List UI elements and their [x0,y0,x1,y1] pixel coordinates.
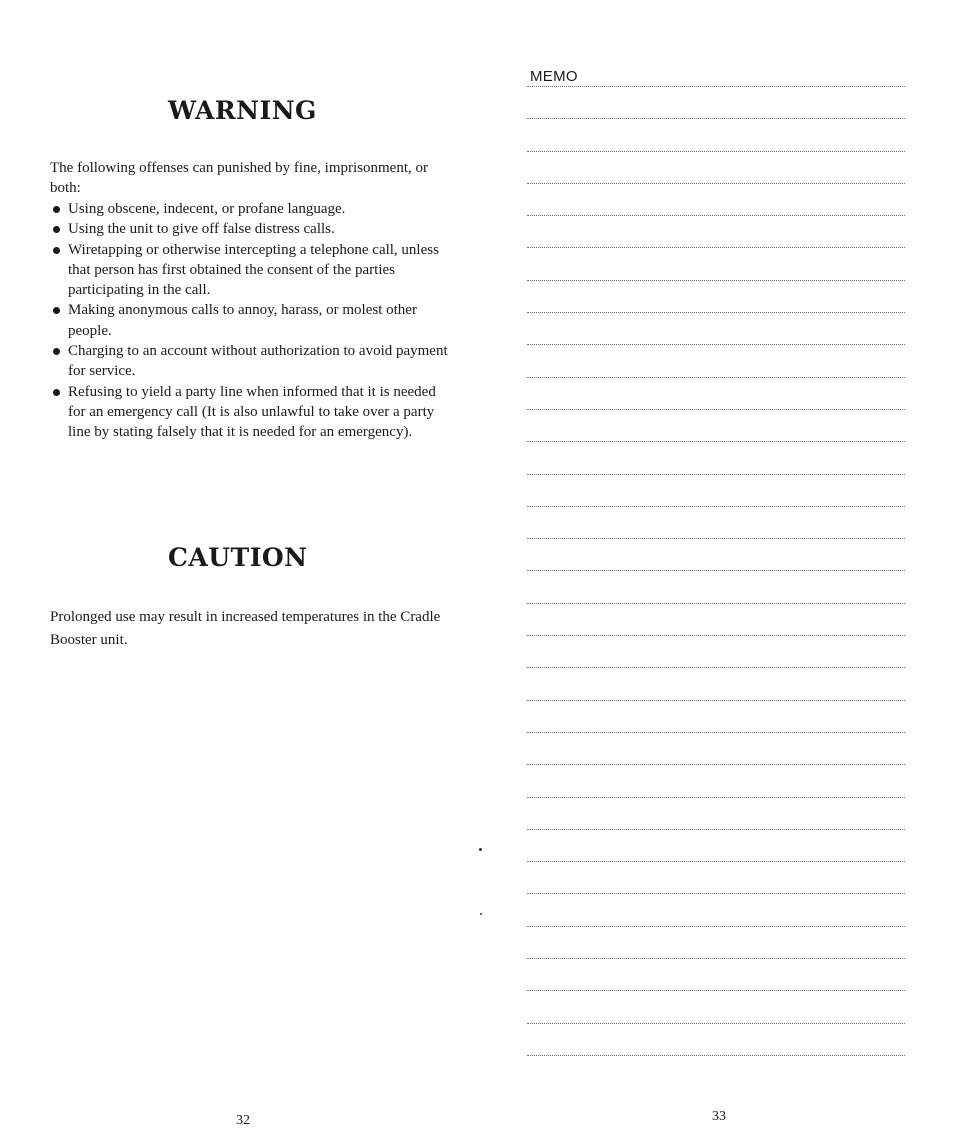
memo-line [527,1023,905,1055]
memo-line [527,635,905,667]
memo-line [527,312,905,344]
memo-line [527,603,905,635]
page-number-left: 32 [236,1113,250,1128]
offense-text: Making anonymous calls to annoy, harass, or molest other people. [68,302,417,339]
list-item [50,382,450,443]
list-item [50,300,450,341]
memo-line [527,118,905,150]
right-page [477,0,954,1147]
list-item [50,219,450,239]
memo-line [527,538,905,570]
memo-label: MEMO [530,68,578,85]
memo-line [527,732,905,764]
memo-line [527,1055,905,1087]
memo-line [527,667,905,699]
list-item [50,199,450,219]
memo-line [527,377,905,409]
list-item [50,341,450,382]
list-item [50,240,450,301]
memo-line [527,797,905,829]
memo-line [527,926,905,958]
memo-line [527,474,905,506]
bullet-icon [53,247,60,254]
warning-intro: The following offenses can punished by fine, imprisonment, or both: [50,160,428,197]
offense-list [50,199,450,443]
scan-speck [479,848,482,851]
memo-line [527,280,905,312]
memo-line [527,86,905,118]
bullet-icon [53,206,60,213]
bullet-icon [53,348,60,355]
scan-speck [480,913,482,915]
memo-line [527,344,905,376]
memo-line [527,409,905,441]
caution-text: Prolonged use may result in increased temperatures in the Cradle Booster unit. [50,609,441,648]
memo-line [527,570,905,602]
offense-text: Refusing to yield a party line when informed that it is needed for an emergency call (It is also unlawful to take over a party line by stating falsely that it is needed for an emergency). [68,383,436,441]
memo-line [527,958,905,990]
bullet-icon [53,226,60,233]
page-number-right: 33 [712,1109,726,1124]
memo-line [527,700,905,732]
memo-line [527,764,905,796]
memo-line [527,893,905,925]
memo-line [527,990,905,1022]
memo-line [527,183,905,215]
memo-line [527,215,905,247]
bullet-icon [53,307,60,314]
memo-lines [527,86,905,1087]
memo-line [527,506,905,538]
memo-line [527,861,905,893]
bullet-icon [53,389,60,396]
memo-line [527,829,905,861]
offense-text: Wiretapping or otherwise intercepting a telephone call, unless that person has first obtained the consent of the parties participating in the call. [68,241,439,299]
caution-heading: CAUTION [168,543,308,572]
warning-heading: WARNING [168,96,317,125]
memo-line [527,151,905,183]
memo-line [527,441,905,473]
offense-text: Using the unit to give off false distress calls. [68,221,335,238]
offense-text: Using obscene, indecent, or profane language. [68,201,346,217]
memo-line [527,247,905,279]
offense-text: Charging to an account without authorization to avoid payment for service. [68,343,448,380]
